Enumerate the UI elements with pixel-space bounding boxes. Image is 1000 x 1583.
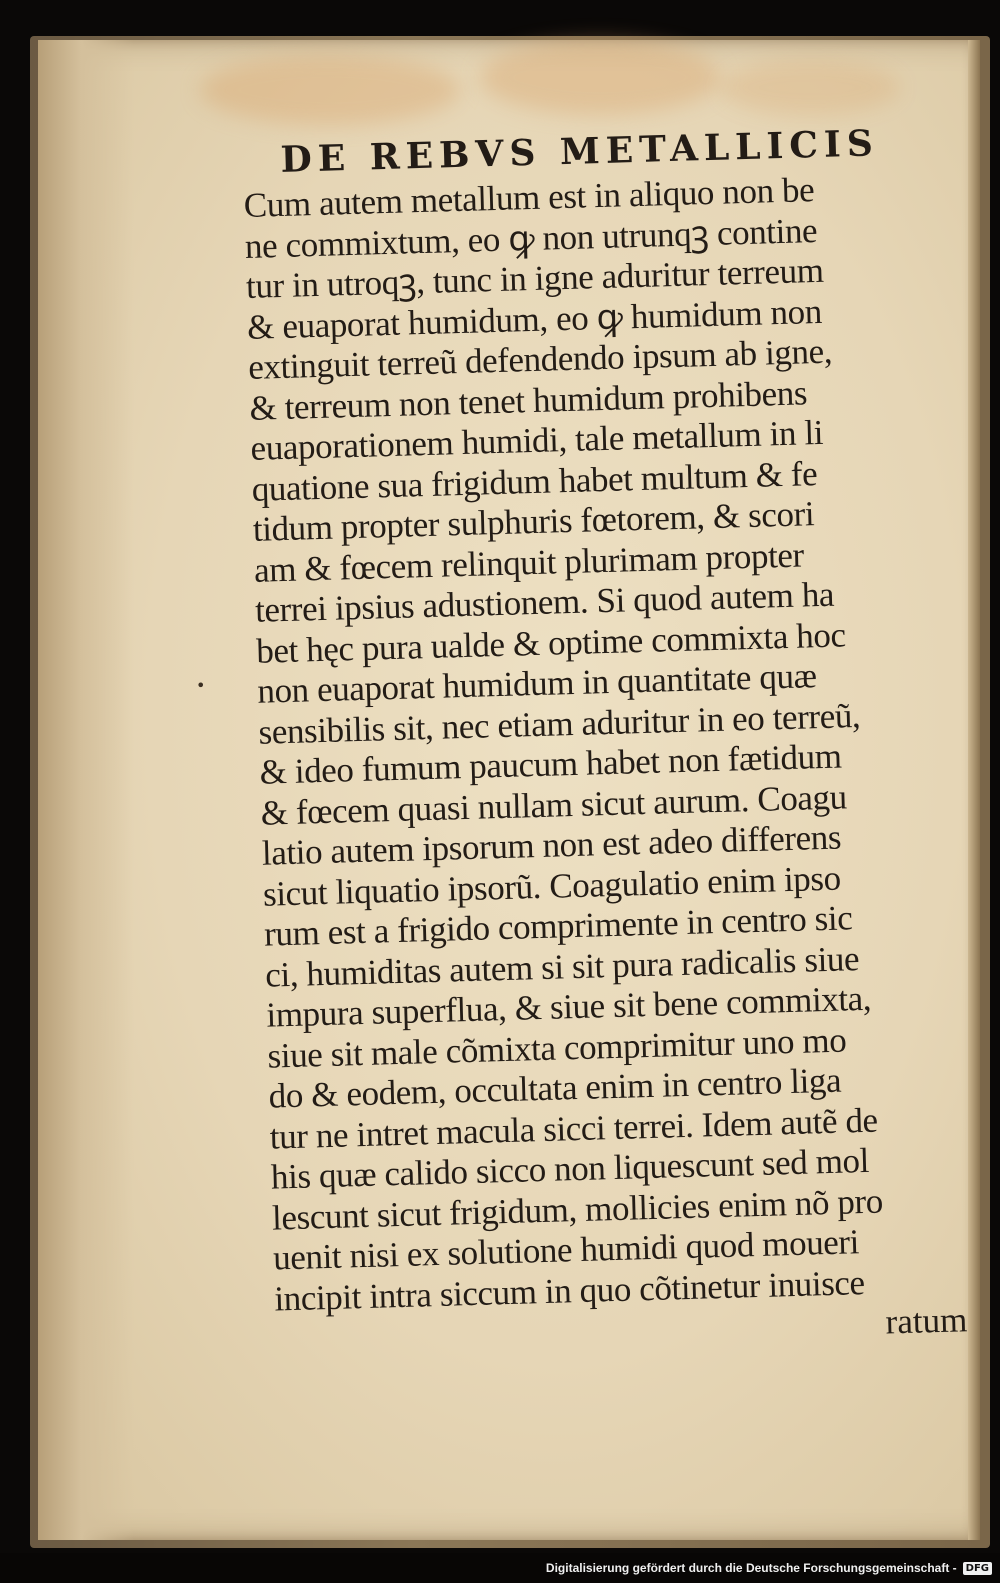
text-line: do & eodem, occultata enim in centro liga [268, 1060, 842, 1116]
foxing-stain [720, 60, 900, 115]
text-line: Cum autem metallum est in aliquo non be [243, 170, 815, 225]
text-line: incipit intra siccum in quo cõtinetur inuisce [273, 1262, 866, 1319]
footer-credit: Digitalisierung gefördert durch die Deutsche Forschungsgemeinschaft - [545, 1561, 957, 1575]
text-line: ne commixtum, eo ꝙ non utrunqꝫ contine [244, 210, 818, 266]
text-line: ci, humiditas autem si sit pura radicalis siue [264, 938, 860, 995]
text-line: sicut liquatio ipsorũ. Coagulatio enim ipso [262, 858, 842, 914]
page-gutter-shadow [38, 40, 134, 1540]
text-block [242, 120, 976, 1359]
text-line: sensibilis sit, nec etiam aduritur in eo terreũ, [257, 695, 861, 752]
text-line: his quæ calido sicco non liquescunt sed mol [270, 1140, 870, 1197]
text-line: quatione sua frigidum habet multum & fe [251, 453, 818, 509]
foxing-stain [200, 55, 460, 125]
text-line: & euaporat humidum, eo ꝙ humidum non [246, 291, 823, 347]
text-line: siue sit male cõmixta comprimitur uno mo [267, 1019, 847, 1076]
text-line: tur in utroqꝫ, tunc in igne aduritur terreum [245, 250, 825, 306]
text-line: latio autem ipsorum non est adeo differens [261, 817, 842, 873]
digitization-footer [546, 1557, 992, 1579]
text-line: extinguit terreũ defendendo ipsum ab igne, [247, 331, 833, 387]
text-line: & ideo fumum paucum habet non fætidum [259, 736, 843, 792]
text-line: & fœcem quasi nullam sicut aurum. Coagu [260, 776, 848, 833]
running-head: DE REBVS METALLICIS [279, 122, 880, 181]
text-line: & terreum non tenet humidum prohibens [248, 372, 808, 428]
text-line: non euaporat humidum in quantitate quæ [256, 656, 818, 711]
text-lines [243, 166, 974, 1319]
ink-speck: • [196, 676, 206, 695]
text-line: lescunt sicut frigidum, mollicies enim nõ pro [271, 1181, 884, 1238]
text-line: tidum propter sulphuris fœtorem, & scori [252, 494, 815, 549]
text-line: impura superflua, & siue sit bene commixta, [265, 978, 872, 1035]
dfg-logo: DFG [963, 1562, 992, 1575]
text-line: euaporationem humidi, tale metallum in li [250, 412, 824, 468]
foxing-stain [480, 40, 720, 115]
text-line: tur ne intret macula sicci terrei. Idem autẽ de [269, 1100, 879, 1157]
text-line: uenit nisi ex solutione humidi quod moueri [272, 1222, 860, 1278]
catchword: ratum [885, 1300, 968, 1342]
text-line: rum est a frigido comprimente in centro sic [263, 898, 853, 954]
text-line: terrei ipsius adustionem. Si quod autem ha [254, 574, 835, 630]
text-line: bet hęc pura ualde & optime commixta hoc [255, 614, 847, 671]
text-line: am & fœcem relinquit plurimam propter [253, 534, 805, 590]
